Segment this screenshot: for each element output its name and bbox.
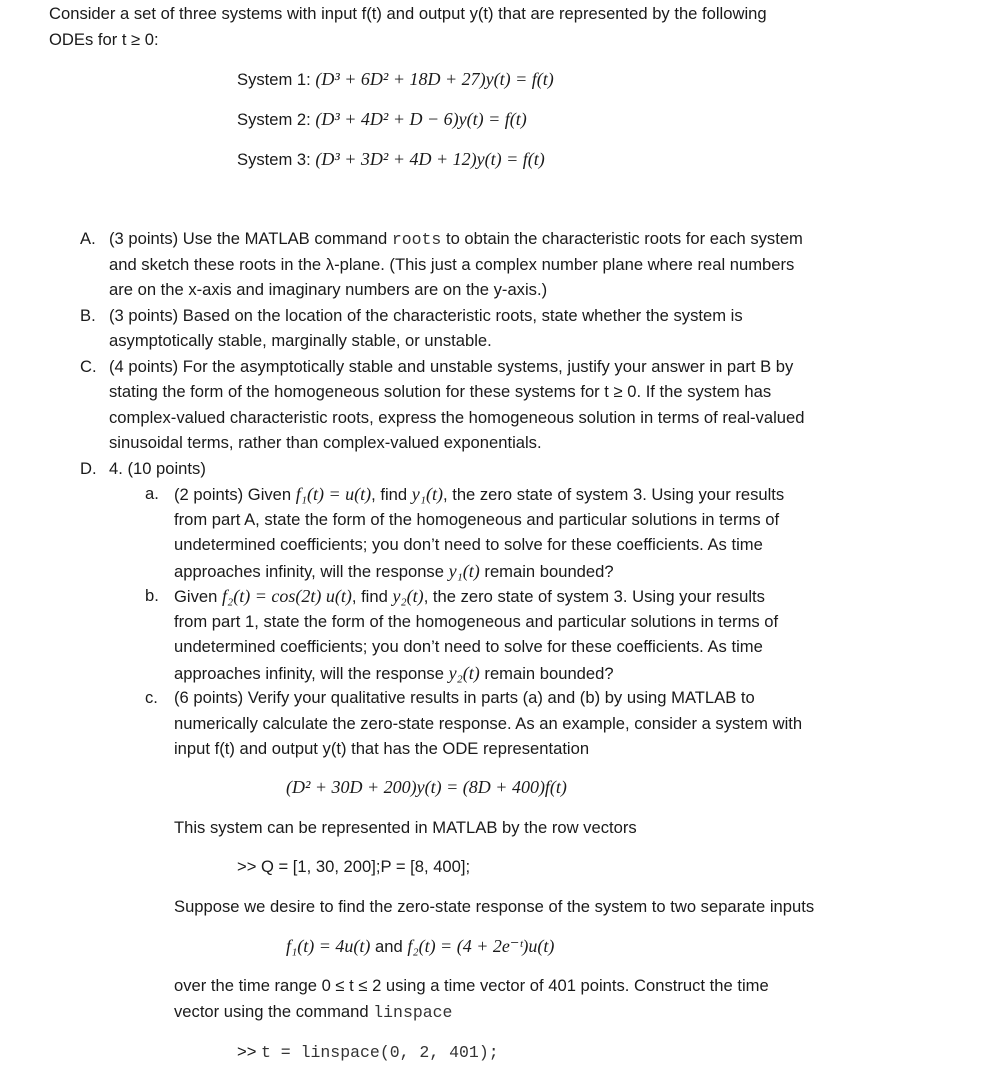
inputs-equation [286,935,554,958]
part-d-a-text-tail: , the zero state of system 3. Using your results [442,485,785,504]
system-2 [237,108,527,131]
y2-math: y₂(t) [392,586,424,606]
part-d-a-text: (2 points) Given [174,485,296,504]
part-d-b-text: Given [174,587,222,606]
y1-math: y₁(t) [411,484,443,504]
system-3-equation: (D³ + 3D² + 4D + 12)y(t) = f(t) [315,149,545,169]
part-d-marker: D. [80,459,97,478]
f2-math: f₂(t) = cos(2t) u(t) [221,586,352,606]
part-d-a-line-1 [174,483,784,506]
part-d-a-line-4 [174,560,614,583]
part-d-a-marker: a. [145,484,159,503]
linspace-code: t = linspace(0, 2, 401); [261,1043,499,1062]
system-2-label: System 2: [237,110,316,129]
part-d-line-1: 4. (10 points) [109,459,206,478]
inputs-and: and [370,937,408,956]
part-d-a-text-4: approaches infinity, will the response [174,562,449,581]
y1-math-2: y₁(t) [448,561,480,581]
f1-math: f₁(t) = u(t) [295,484,372,504]
part-a-text-tail: to obtain the characteristic roots for each system [441,229,803,248]
matlab-prompt: >> [237,1042,261,1061]
f1-input-math: f₁(t) = 4u(t) [286,936,371,956]
y2-math-2: y₂(t) [448,663,480,683]
roots-command: roots [391,230,442,249]
part-d-a-line-3: undetermined coefficients; you don’t need to solve for these coefficients. As time [174,535,763,554]
part-a-line-3: are on the x-axis and imaginary numbers are on the y-axis.) [109,280,548,299]
intro-line-1: Consider a set of three systems with input f(t) and output y(t) that are represented by the following [49,4,767,23]
f2-input-math: f₂(t) = (4 + 2e⁻ᵗ)u(t) [407,936,555,956]
part-a-text: (3 points) Use the MATLAB command [109,229,392,248]
part-d-b-line-3: undetermined coefficients; you don’t need to solve for these coefficients. As time [174,637,763,656]
part-a-line-2: and sketch these roots in the λ-plane. (This just a complex number plane where real numbers [109,255,795,274]
part-d-b-text-4: approaches infinity, will the response [174,664,449,683]
part-d-c-text-7: vector using the command [174,1002,374,1021]
part-d-b-line-4 [174,662,614,685]
part-d-c-line-3: input f(t) and output y(t) that has the ODE representation [174,739,590,758]
part-b-line-2: asymptotically stable, marginally stable, or unstable. [109,331,492,350]
system-1 [237,68,554,91]
part-d-b-text-4-tail: remain bounded? [479,664,614,683]
system-3-label: System 3: [237,150,316,169]
system-3 [237,148,545,171]
part-a-line-1 [109,228,803,251]
part-c-line-2: stating the form of the homogeneous solution for these systems for t ≥ 0. If the system has [109,382,772,401]
part-d-b-text-tail: , the zero state of system 3. Using your results [423,587,765,606]
part-d-c-marker: c. [145,688,158,707]
part-d-b-line-2: from part 1, state the form of the homogeneous and particular solutions in terms of [174,612,779,631]
part-d-a-line-2: from part A, state the form of the homogeneous and particular solutions in terms of [174,510,780,529]
linspace-command: linspace [373,1003,453,1022]
part-b-marker: B. [80,306,96,325]
part-a-marker: A. [80,229,96,248]
part-c-line-1: (4 points) For the asymptotically stable and unstable systems, justify your answer in part B by [109,357,794,376]
part-d-c-line-1: (6 points) Verify your qualitative results in parts (a) and (b) by using MATLAB to [174,688,755,707]
part-d-c-line-5: Suppose we desire to find the zero-state response of the system to two separate inputs [174,897,815,916]
part-b-line-1: (3 points) Based on the location of the characteristic roots, state whether the system is [109,306,743,325]
system-1-label: System 1: [237,70,316,89]
matlab-code-linspace [237,1041,499,1064]
part-c-line-3: complex-valued characteristic roots, express the homogeneous solution in terms of real-valued [109,408,805,427]
part-d-c-line-6: over the time range 0 ≤ t ≤ 2 using a time vector of 401 points. Construct the time [174,976,769,995]
matlab-code-q-p: >> Q = [1, 30, 200];P = [8, 400]; [237,857,471,876]
part-d-a-text-4-tail: remain bounded? [479,562,614,581]
part-d-c-line-7 [174,1001,452,1024]
part-d-b-marker: b. [145,586,159,605]
part-d-c-line-4: This system can be represented in MATLAB by the row vectors [174,818,637,837]
example-ode-equation: (D² + 30D + 200)y(t) = (8D + 400)f(t) [286,777,567,797]
part-d-b-text-mid: , find [351,587,393,606]
intro-line-2: ODEs for t ≥ 0: [49,30,159,49]
part-d-c-line-2: numerically calculate the zero-state response. As an example, consider a system with [174,714,803,733]
part-d-b-line-1 [174,585,765,608]
system-2-equation: (D³ + 4D² + D − 6)y(t) = f(t) [315,109,527,129]
part-d-a-text-mid: , find [371,485,412,504]
part-c-marker: C. [80,357,97,376]
part-c-line-4: sinusoidal terms, rather than complex-valued exponentials. [109,433,542,452]
system-1-equation: (D³ + 6D² + 18D + 27)y(t) = f(t) [315,69,554,89]
